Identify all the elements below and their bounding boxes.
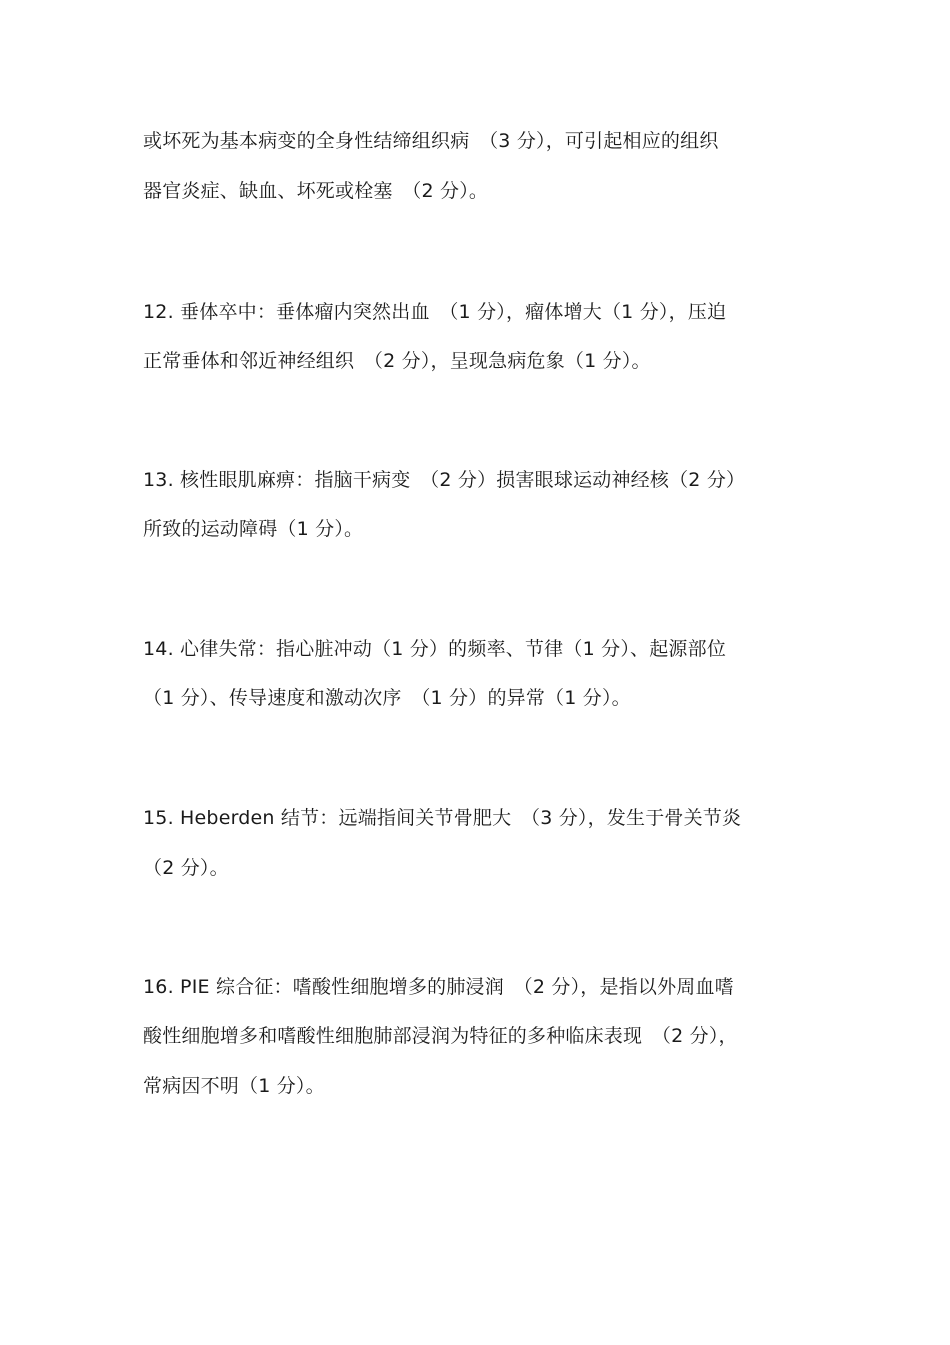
text-line: 常病因不明（1 分）。 [143,1075,325,1097]
item-14-line: 14. 心律失常：指心脏冲动（1 分）的频率、节律（1 分）、起源部位 [143,638,727,660]
item-12-line: 12. 垂体卒中：垂体瘤内突然出血 （1 分），瘤体增大（1 分），压迫 [143,301,727,323]
item-16-line: 16. PIE 综合征：嗜酸性细胞增多的肺浸润 （2 分），是指以外周血嗜 [143,976,734,998]
text-line: 器官炎症、缺血、坏死或栓塞 （2 分）。 [143,180,489,202]
text-line: 或坏死为基本病变的全身性结缔组织病 （3 分），可引起相应的组织 [143,130,719,152]
text-line: 正常垂体和邻近神经组织 （2 分），呈现急病危象（1 分）。 [143,350,651,372]
text-line: （1 分）、传导速度和激动次序 （1 分）的异常（1 分）。 [143,687,631,709]
text-line: （2 分）。 [143,857,229,879]
text-line: 所致的运动障碍（1 分）。 [143,518,364,540]
item-13-line: 13. 核性眼肌麻痹：指脑干病变 （2 分）损害眼球运动神经核（2 分） [143,469,746,491]
item-15-line: 15. Heberden 结节：远端指间关节骨肥大 （3 分），发生于骨关节炎 [143,807,742,829]
text-line: 酸性细胞增多和嗜酸性细胞肺部浸润为特征的多种临床表现 （2 分）， [143,1025,738,1047]
